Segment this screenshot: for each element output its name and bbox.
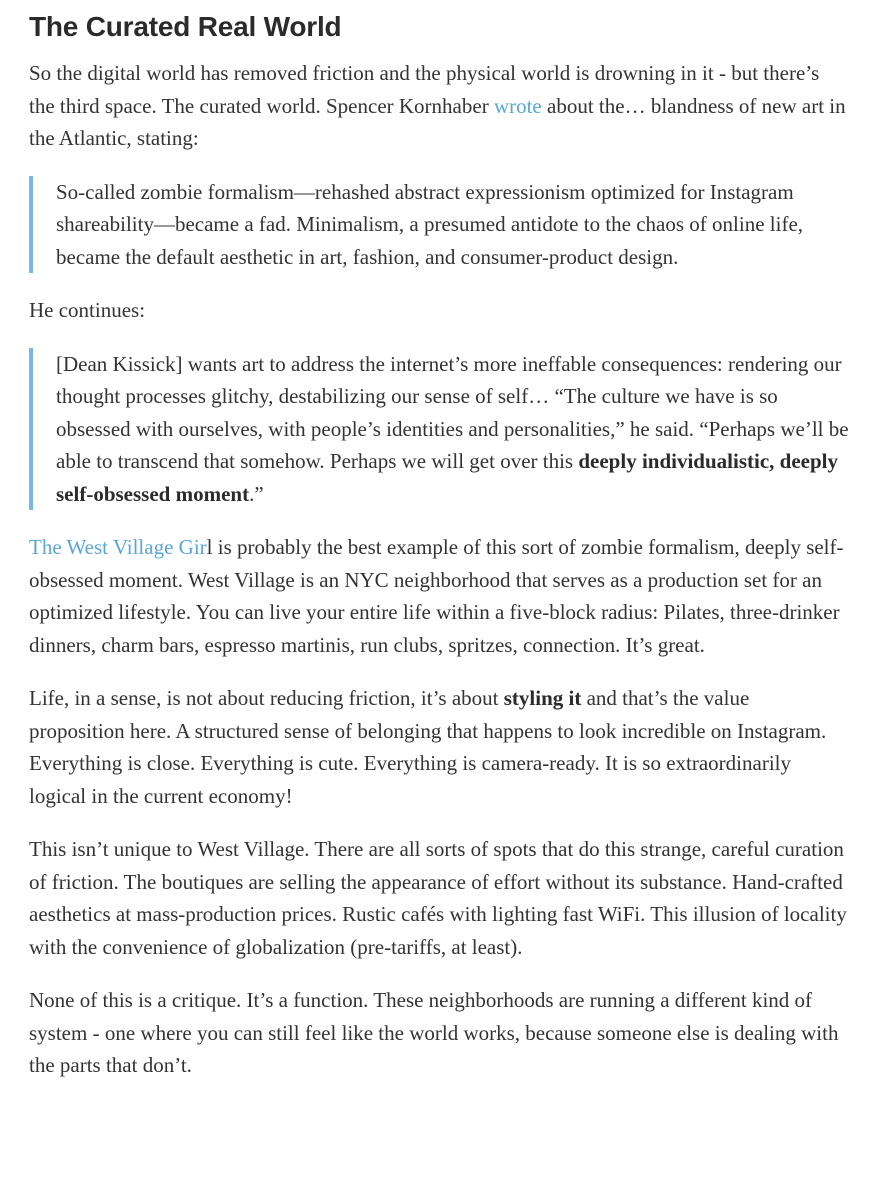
quote-dean-kissick-end: .” (249, 481, 264, 506)
life-paragraph (29, 682, 849, 812)
life-text-end: and that’s the value proposition here. A structured sense of belonging that happens to look incredible on Instagram. Everything is close. Everything is cute. Everything is camera-ready. It is so extraordinarily logical in the current economy! (29, 686, 827, 808)
west-village-paragraph (29, 531, 849, 661)
quote-bold-phrase: deeply individualistic, deeply self-obsessed moment (56, 449, 838, 506)
west-village-girl-link[interactable]: The West Village Gir (29, 535, 207, 559)
quote-dean-kissick-text: [Dean Kissick] wants art to address the internet’s more ineffable consequences: rendering our thought processes glitchy, destabilizing our sense of self… “The culture we have is so obsessed with ourselves, with people’s identities and personalities,” he said. “Perhaps we’ll be able to transcend that somehow. Perhaps we will get over this (56, 351, 849, 473)
section-heading: The Curated Real World (29, 11, 342, 42)
intro-text-start: So the digital world has removed friction and the physical world is drowning in it - but there’s the third space. The curated world. Spencer Kornhaber (29, 61, 820, 118)
west-village-text: l is probably the best example of this sort of zombie formalism, deeply self-obsessed moment. West Village is an NYC neighborhood that serves as a production set for an optimized lifestyle. You can live your entire life within a five-block radius: Pilates, three-drinker dinners, charm bars, espresso martinis, run clubs, spritzes, connection. It’s great. (29, 535, 844, 657)
intro-text-end: about the… blandness of new art in the Atlantic, stating: (29, 93, 846, 150)
wrote-link[interactable]: wrote (493, 93, 542, 118)
quote-dean-kissick (29, 348, 849, 511)
intro-paragraph (29, 57, 849, 155)
quote-zombie-formalism (29, 176, 849, 274)
unique-paragraph: This isn’t unique to West Village. There are all sorts of spots that do this strange, careful curation of friction. The boutiques are selling the appearance of effort without its substance. Hand-crafted aesthetics at mass-production prices. Rustic cafés with lighting fast WiFi. This illusion of locality with the convenience of globalization (pre-tariffs, at least). (29, 837, 847, 959)
continues-paragraph: He continues: (29, 298, 146, 322)
critique-paragraph: None of this is a critique. It’s a function. These neighborhoods are running a different kind of system - one where you can still feel like the world works, because someone else is dealing with the parts that don’t. (29, 988, 839, 1077)
quote-zombie-formalism-text: So-called zombie formalism—rehashed abstract expressionism optimized for Instagram shareability—became a fad. Minimalism, a presumed antidote to the chaos of online life, became the default aesthetic in art, fashion, and consumer-product design. (56, 179, 804, 269)
life-text-start: Life, in a sense, is not about reducing friction, it’s about (29, 686, 504, 710)
styling-it-bold: styling it (503, 686, 582, 710)
article (29, 0, 849, 1082)
